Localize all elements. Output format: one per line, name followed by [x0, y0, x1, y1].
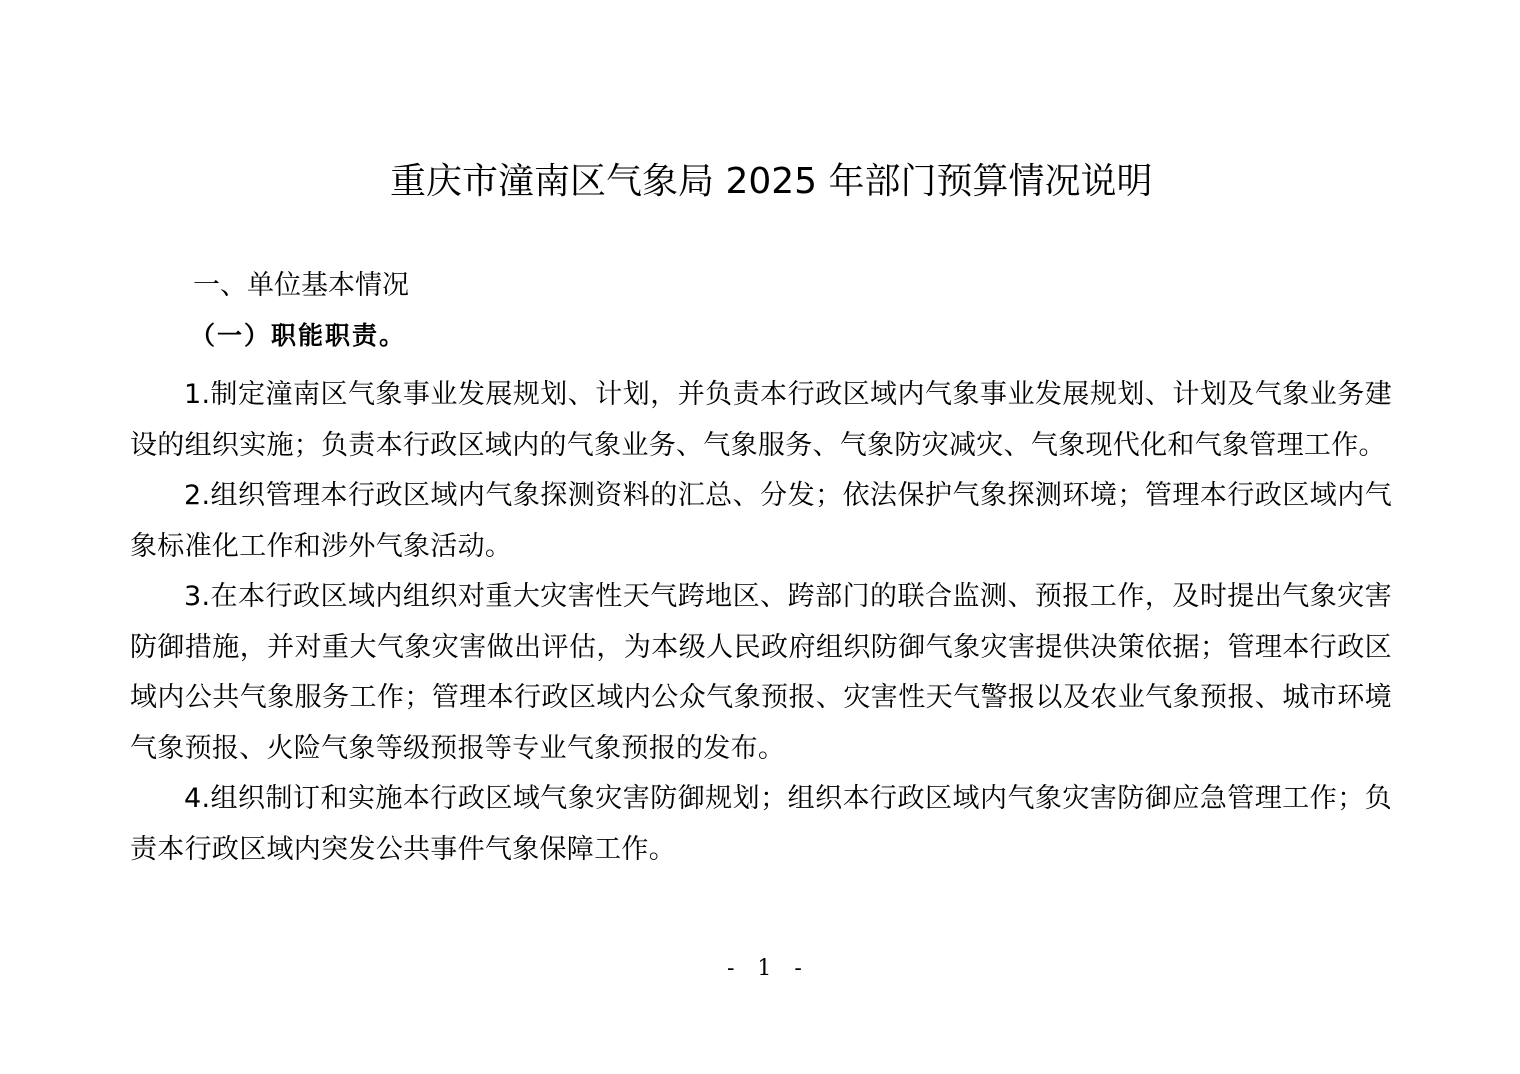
document-body	[130, 370, 1392, 875]
paragraph-2: 2.组织管理本行政区域内气象探测资料的汇总、分发；依法保护气象探测环境；管理本行政区域内气象标准化工作和涉外气象活动。	[130, 480, 1392, 562]
section-heading: 一、单位基本情况	[193, 270, 409, 301]
document-title: 重庆市潼南区气象局 2025 年部门预算情况说明	[390, 161, 1153, 202]
page-number: - 1 -	[727, 956, 810, 981]
paragraph-3: 3.在本行政区域内组织对重大灾害性天气跨地区、跨部门的联合监测、预报工作，及时提出气象灾害防御措施，并对重大气象灾害做出评估，为本级人民政府组织防御气象灾害提供决策依据；管理本行政区域内公共气象服务工作；管理本行政区域内公众气象预报、灾害性天气警报以及农业气象预报、城市环境气象预报、火险气象等级预报等专业气象预报的发布。	[130, 581, 1392, 764]
subsection-heading: （一）职能职责。	[190, 321, 407, 350]
paragraph-1: 1.制定潼南区气象事业发展规划、计划，并负责本行政区域内气象事业发展规划、计划及气象业务建设的组织实施；负责本行政区域内的气象业务、气象服务、气象防灾减灾、气象现代化和气象管理工作。	[130, 379, 1392, 461]
paragraph-4: 4.组织制订和实施本行政区域气象灾害防御规划；组织本行政区域内气象灾害防御应急管理工作；负责本行政区域内突发公共事件气象保障工作。	[130, 783, 1392, 865]
